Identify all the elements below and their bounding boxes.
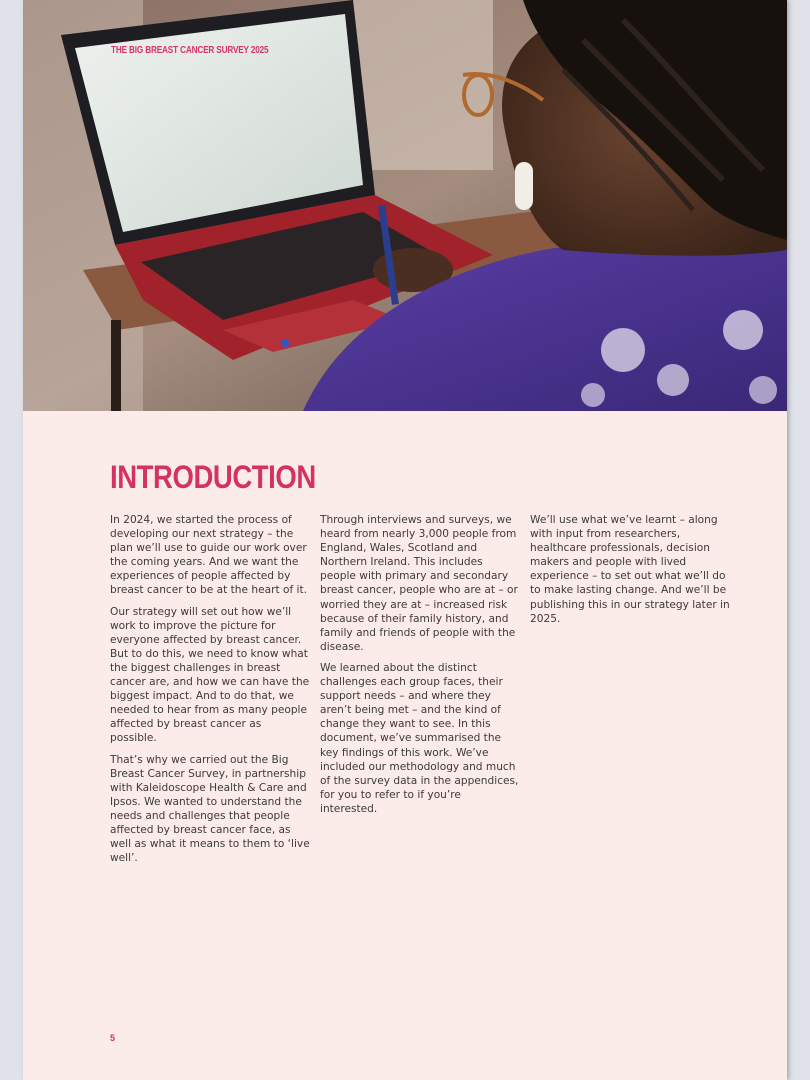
running-header-title: THE BIG BREAST CANCER SURVEY 2025	[111, 45, 269, 56]
paragraph: We’ll use what we’ve learnt – along with input from researchers, healthcare professionals, decision makers and people with lived experience – to set out what we’ll do to make lasting change. And we’ll be publishing this in our strategy later in 2025.	[530, 514, 730, 625]
paragraph: Our strategy will set out how we’ll work to improve the picture for everyone affected by breast cancer. But to do this, we need to know what the biggest challenges in breast cancer are, and how we can have the biggest impact. And to do that, we needed to hear from as many people affected by breast cancer as possible.	[110, 605, 310, 745]
header-photo	[23, 0, 787, 411]
text-column-1	[110, 513, 310, 872]
paragraph: We learned about the distinct challenges each group faces, their support needs – and where they aren’t being met – and the kind of change they want to see. In this document, we’ve summarised the key findings of this work. We’ve included our methodology and much of the survey data in the appendices, for you to refer to if you’re interested.	[320, 661, 519, 815]
document-page	[23, 0, 787, 1080]
text-column-3	[530, 513, 730, 633]
paragraph: That’s why we carried out the Big Breast Cancer Survey, in partnership with Kaleidoscope Health & Care and Ipsos. We wanted to understand the needs and challenges that people affected by breast cancer face, as well as what it means to them to ‘live well’.	[110, 753, 310, 865]
paragraph: In 2024, we started the process of developing our next strategy – the plan we’ll use to guide our work over the coming years. And we want the experiences of people affected by breast cancer to be at the heart of it.	[110, 514, 308, 597]
section-title: INTRODUCTION	[110, 459, 316, 495]
page-number: 5	[110, 1033, 116, 1043]
paragraph: Through interviews and surveys, we heard from nearly 3,000 people from England, Wales, Scotland and Northern Ireland. This includes people with primary and secondary breast cancer, people who are at – or worried they are at – increased risk because of their family history, and family and friends of people with the disease.	[320, 514, 518, 653]
text-column-2	[320, 513, 520, 823]
